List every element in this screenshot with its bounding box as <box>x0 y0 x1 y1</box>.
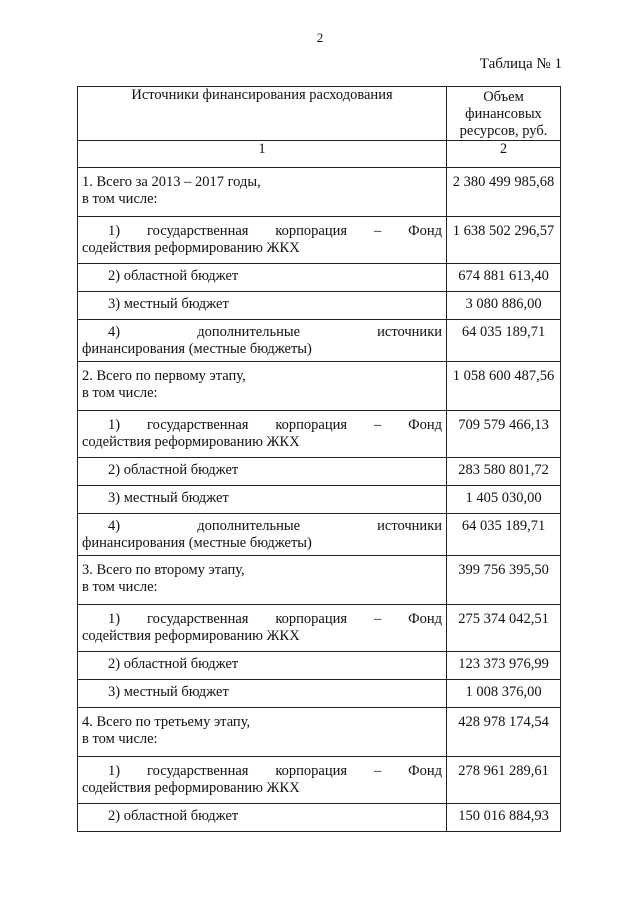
source-line-1: 2. Всего по первому этапу, <box>82 368 246 384</box>
source-cell <box>78 680 447 708</box>
source-line-1: 3. Всего по второму этапу, <box>82 562 245 578</box>
source-line-1: 4. Всего по третьему этапу, <box>82 714 251 730</box>
source-cell <box>78 486 447 514</box>
source-cell <box>78 292 447 320</box>
amount-cell: 3 080 886,00 <box>447 292 561 320</box>
source-cell <box>78 320 447 362</box>
source-cell <box>78 264 447 292</box>
column-number-row <box>78 141 561 168</box>
source-line-1: 3) местный бюджет <box>108 296 229 312</box>
header-volume-line2: ресурсов, руб. <box>459 123 548 139</box>
table-row <box>78 486 561 514</box>
amount-cell: 283 580 801,72 <box>447 458 561 486</box>
source-line-1: 3) местный бюджет <box>108 490 229 506</box>
amount-cell: 2 380 499 985,68 <box>447 168 561 217</box>
source-line-1: 1) государственная корпорация – Фонд <box>108 223 442 239</box>
table-row <box>78 217 561 264</box>
table-row <box>78 556 561 605</box>
source-cell <box>78 652 447 680</box>
amount-cell: 64 035 189,71 <box>447 320 561 362</box>
amount-cell: 123 373 976,99 <box>447 652 561 680</box>
source-line-1: 4) дополнительные источники <box>108 518 442 534</box>
table-row <box>78 458 561 486</box>
amount-cell: 428 978 174,54 <box>447 708 561 757</box>
source-cell <box>78 411 447 458</box>
source-cell <box>78 605 447 652</box>
table-row <box>78 652 561 680</box>
amount-cell: 64 035 189,71 <box>447 514 561 556</box>
source-cell <box>78 217 447 264</box>
table-row <box>78 292 561 320</box>
source-cell <box>78 458 447 486</box>
amount-cell: 1 058 600 487,56 <box>447 362 561 411</box>
source-line-1: 2) областной бюджет <box>108 656 239 672</box>
table-row <box>78 708 561 757</box>
source-line-1: 1) государственная корпорация – Фонд <box>108 763 442 779</box>
column-number-2: 2 <box>447 141 561 168</box>
table-row <box>78 168 561 217</box>
amount-cell: 275 374 042,51 <box>447 605 561 652</box>
source-cell <box>78 556 447 605</box>
table-row <box>78 264 561 292</box>
source-line-1: 3) местный бюджет <box>108 684 229 700</box>
source-line-2: финансирования (местные бюджеты) <box>82 535 312 551</box>
table-row <box>78 320 561 362</box>
source-cell <box>78 168 447 217</box>
table-row <box>78 411 561 458</box>
page-number: 2 <box>316 30 324 45</box>
header-volume-line1: Объем финансовых <box>465 89 542 122</box>
amount-cell: 709 579 466,13 <box>447 411 561 458</box>
source-line-1: 2) областной бюджет <box>108 462 239 478</box>
source-line-1: 1) государственная корпорация – Фонд <box>108 611 442 627</box>
source-line-2: в том числе: <box>82 385 158 401</box>
table-caption: Таблица № 1 <box>479 56 562 72</box>
source-line-2: содействия реформированию ЖКХ <box>82 434 300 450</box>
source-line-2: в том числе: <box>82 731 158 747</box>
table-row <box>78 680 561 708</box>
table-row <box>78 605 561 652</box>
amount-cell: 278 961 289,61 <box>447 757 561 804</box>
source-cell <box>78 514 447 556</box>
table-row <box>78 514 561 556</box>
source-line-1: 1) государственная корпорация – Фонд <box>108 417 442 433</box>
amount-cell: 1 638 502 296,57 <box>447 217 561 264</box>
amount-cell: 150 016 884,93 <box>447 804 561 832</box>
table-row <box>78 804 561 832</box>
source-cell <box>78 804 447 832</box>
source-line-2: содействия реформированию ЖКХ <box>82 780 300 796</box>
source-cell <box>78 708 447 757</box>
table-row <box>78 362 561 411</box>
source-line-1: 4) дополнительные источники <box>108 324 442 340</box>
source-line-2: финансирования (местные бюджеты) <box>82 341 312 357</box>
source-line-2: в том числе: <box>82 579 158 595</box>
source-line-1: 2) областной бюджет <box>108 808 239 824</box>
source-cell <box>78 362 447 411</box>
table-row <box>78 757 561 804</box>
header-sources-text: Источники финансирования расходования <box>131 87 393 103</box>
financing-table <box>77 86 561 832</box>
source-line-2: в том числе: <box>82 191 158 207</box>
table-header-row <box>78 87 561 141</box>
amount-cell: 1 008 376,00 <box>447 680 561 708</box>
amount-cell: 399 756 395,50 <box>447 556 561 605</box>
source-line-2: содействия реформированию ЖКХ <box>82 240 300 256</box>
source-line-1: 1. Всего за 2013 – 2017 годы, <box>82 174 261 190</box>
column-number-1: 1 <box>78 141 447 168</box>
source-line-2: содействия реформированию ЖКХ <box>82 628 300 644</box>
amount-cell: 1 405 030,00 <box>447 486 561 514</box>
amount-cell: 674 881 613,40 <box>447 264 561 292</box>
source-cell <box>78 757 447 804</box>
header-sources <box>78 87 447 141</box>
header-volume <box>447 87 561 141</box>
source-line-1: 2) областной бюджет <box>108 268 239 284</box>
